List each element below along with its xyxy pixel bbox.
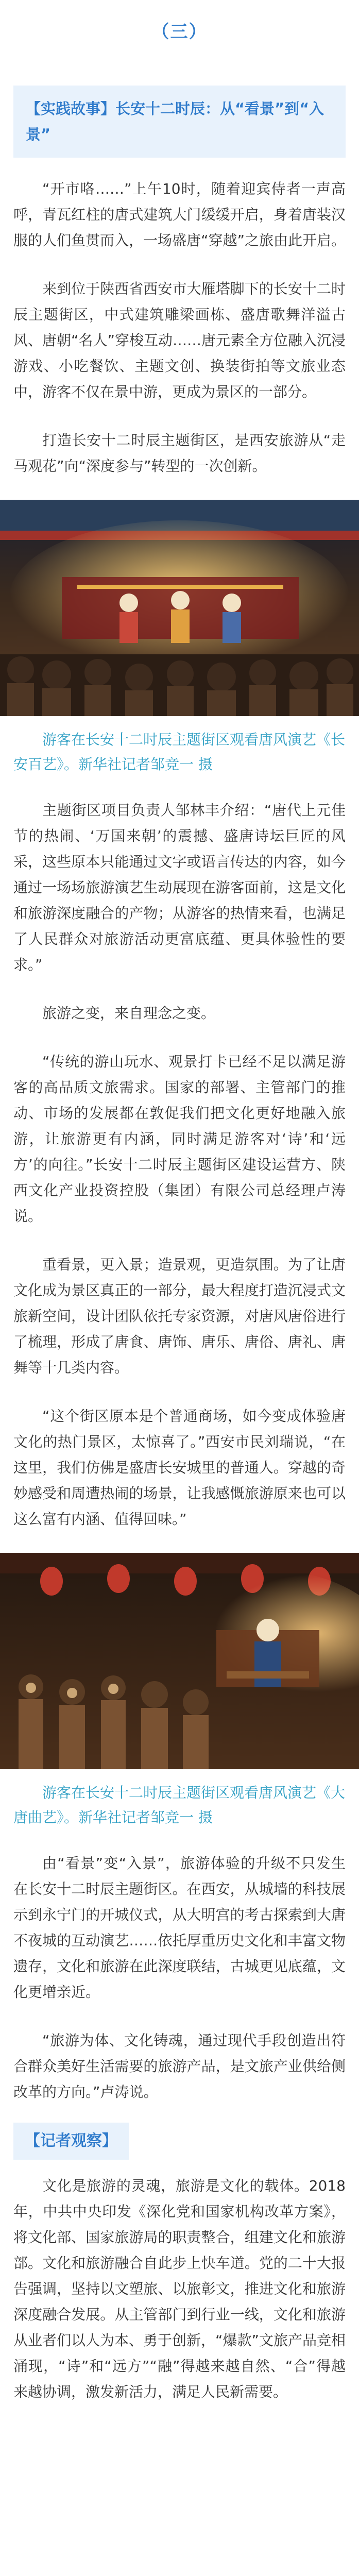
paragraph: “开市咯……”上午10时，随着迎宾侍者一声高呼，青瓦红柱的唐式建筑大门缓缓开启，身着唐装汉服的人们鱼贯而入，一场盛唐“穿越”之旅由此开启。	[13, 180, 346, 249]
performance-photo-1	[0, 500, 359, 716]
paragraph: “这个街区原本是个普通商场，如今变成体验唐文化的热门景区，太惊喜了。”西安市民刘瑞说，“在这里，我们仿佛是盛唐长安城里的普通人。穿越的奇妙感受和周遭热闹的场景，让我感慨旅游原来也可以这么富有内涵、值得回味。”	[13, 1408, 346, 1528]
paragraph: “旅游为体、文化铸魂，通过现代手段创造出符合群众美好生活需要的旅游产品，是文旅产业供给侧改革的方向。”卢涛说。	[13, 2032, 346, 2100]
story-section-4	[13, 2173, 346, 2405]
paragraph: 由“看景”变“入景”，旅游体验的升级不只发生在长安十二时辰主题街区。在西安，从城墙的科技展示到永宁门的开城仪式，从大明宫的考古探索到大唐不夜城的互动演艺……依托厚重历史文化和丰富文物遗存，文化和旅游在此深度联结，古城更见底蕴，文化更增亲近。	[13, 1855, 346, 2001]
paragraph: 旅游之变，来自理念之变。	[42, 1005, 216, 1022]
performance-photo-2	[0, 1553, 359, 1769]
section-number: （三）	[151, 22, 208, 42]
photo-changan-baiyi	[0, 500, 359, 716]
paragraph: 打造长安十二时辰主题街区，是西安旅游从“走马观花”向“深度参与”转型的一次创新。	[13, 432, 346, 474]
story-section-1	[13, 176, 346, 479]
photo-datang-quyi	[0, 1553, 359, 1769]
photo-caption-1: 游客在长安十二时辰主题街区观看唐风演艺《长安百艺》。新华社记者邹竞一 摄	[13, 731, 346, 773]
story-section-2	[13, 798, 346, 1532]
photo-caption-2: 游客在长安十二时辰主题街区观看唐风演艺《大唐曲艺》。新华社记者邹竞一 摄	[13, 1784, 346, 1826]
paragraph: 主题街区项目负责人邹林丰介绍：“唐代上元佳节的热闹、‘万国来朝’的震撼、盛唐诗坛巨匠的风采，这些原本只能通过文字或语言传达的内容，如今通过一场场旅游演艺生动展现在游客面前，这是文化和旅游深度融合的产物；从游客的热情来看，也满足了人民群众对旅游活动更富底蕴、更具体验性的要求。”	[13, 802, 346, 973]
reporter-observation-label: 【记者观察】	[13, 2123, 129, 2160]
paragraph: “传统的游山玩水、观景打卡已经不足以满足游客的高品质文旅需求。国家的部署、主管部门的推动、市场的发展都在敦促我们把文化更好地融入旅游，让旅游更有内涵，同时满足游客对‘诗’和‘远方’的向往。”长安十二时辰主题街区建设运营方、陕西文化产业投资控股（集团）有限公司总经理卢涛说。	[13, 1053, 346, 1225]
paragraph: 文化是旅游的灵魂，旅游是文化的载体。2018年，中共中央印发《深化党和国家机构改革方案》，将文化部、国家旅游局的职责整合，组建文化和旅游部。文化和旅游融合自此步上快车道。党的二十大报告强调，坚持以文塑旅、以旅彰文，推进文化和旅游深度融合发展。从主管部门到行业一线，文化和旅游从业者们以人为本、勇于创新，“爆款”文旅产品竞相涌现，“诗”和“远方”“融”得越来越自然、“合”得越来越协调，激发新活力，满足人民新需要。	[13, 2177, 346, 2400]
story-lead-title: 【实践故事】长安十二时辰：从“看景”到“入景”	[13, 86, 346, 158]
paragraph: 来到位于陕西省西安市大雁塔脚下的长安十二时辰主题街区，中式建筑雕梁画栋、盛唐歌舞洋溢古风、唐朝“名人”穿梭互动……唐元素全方位融入沉浸游戏、小吃餐饮、主题文创、换装街拍等文旅业态中，游客不仅在景中游，更成为景区的一部分。	[13, 280, 346, 400]
story-section-3	[13, 1851, 346, 2105]
paragraph: 重看景，更入景；造景观，更造氛围。为了让唐文化成为景区真正的一部分，最大程度打造沉浸式文旅新空间，设计团队依托专家资源，对唐风唐俗进行了梳理，形成了唐食、唐饰、唐乐、唐俗、唐礼、唐舞等十几类内容。	[13, 1256, 346, 1376]
